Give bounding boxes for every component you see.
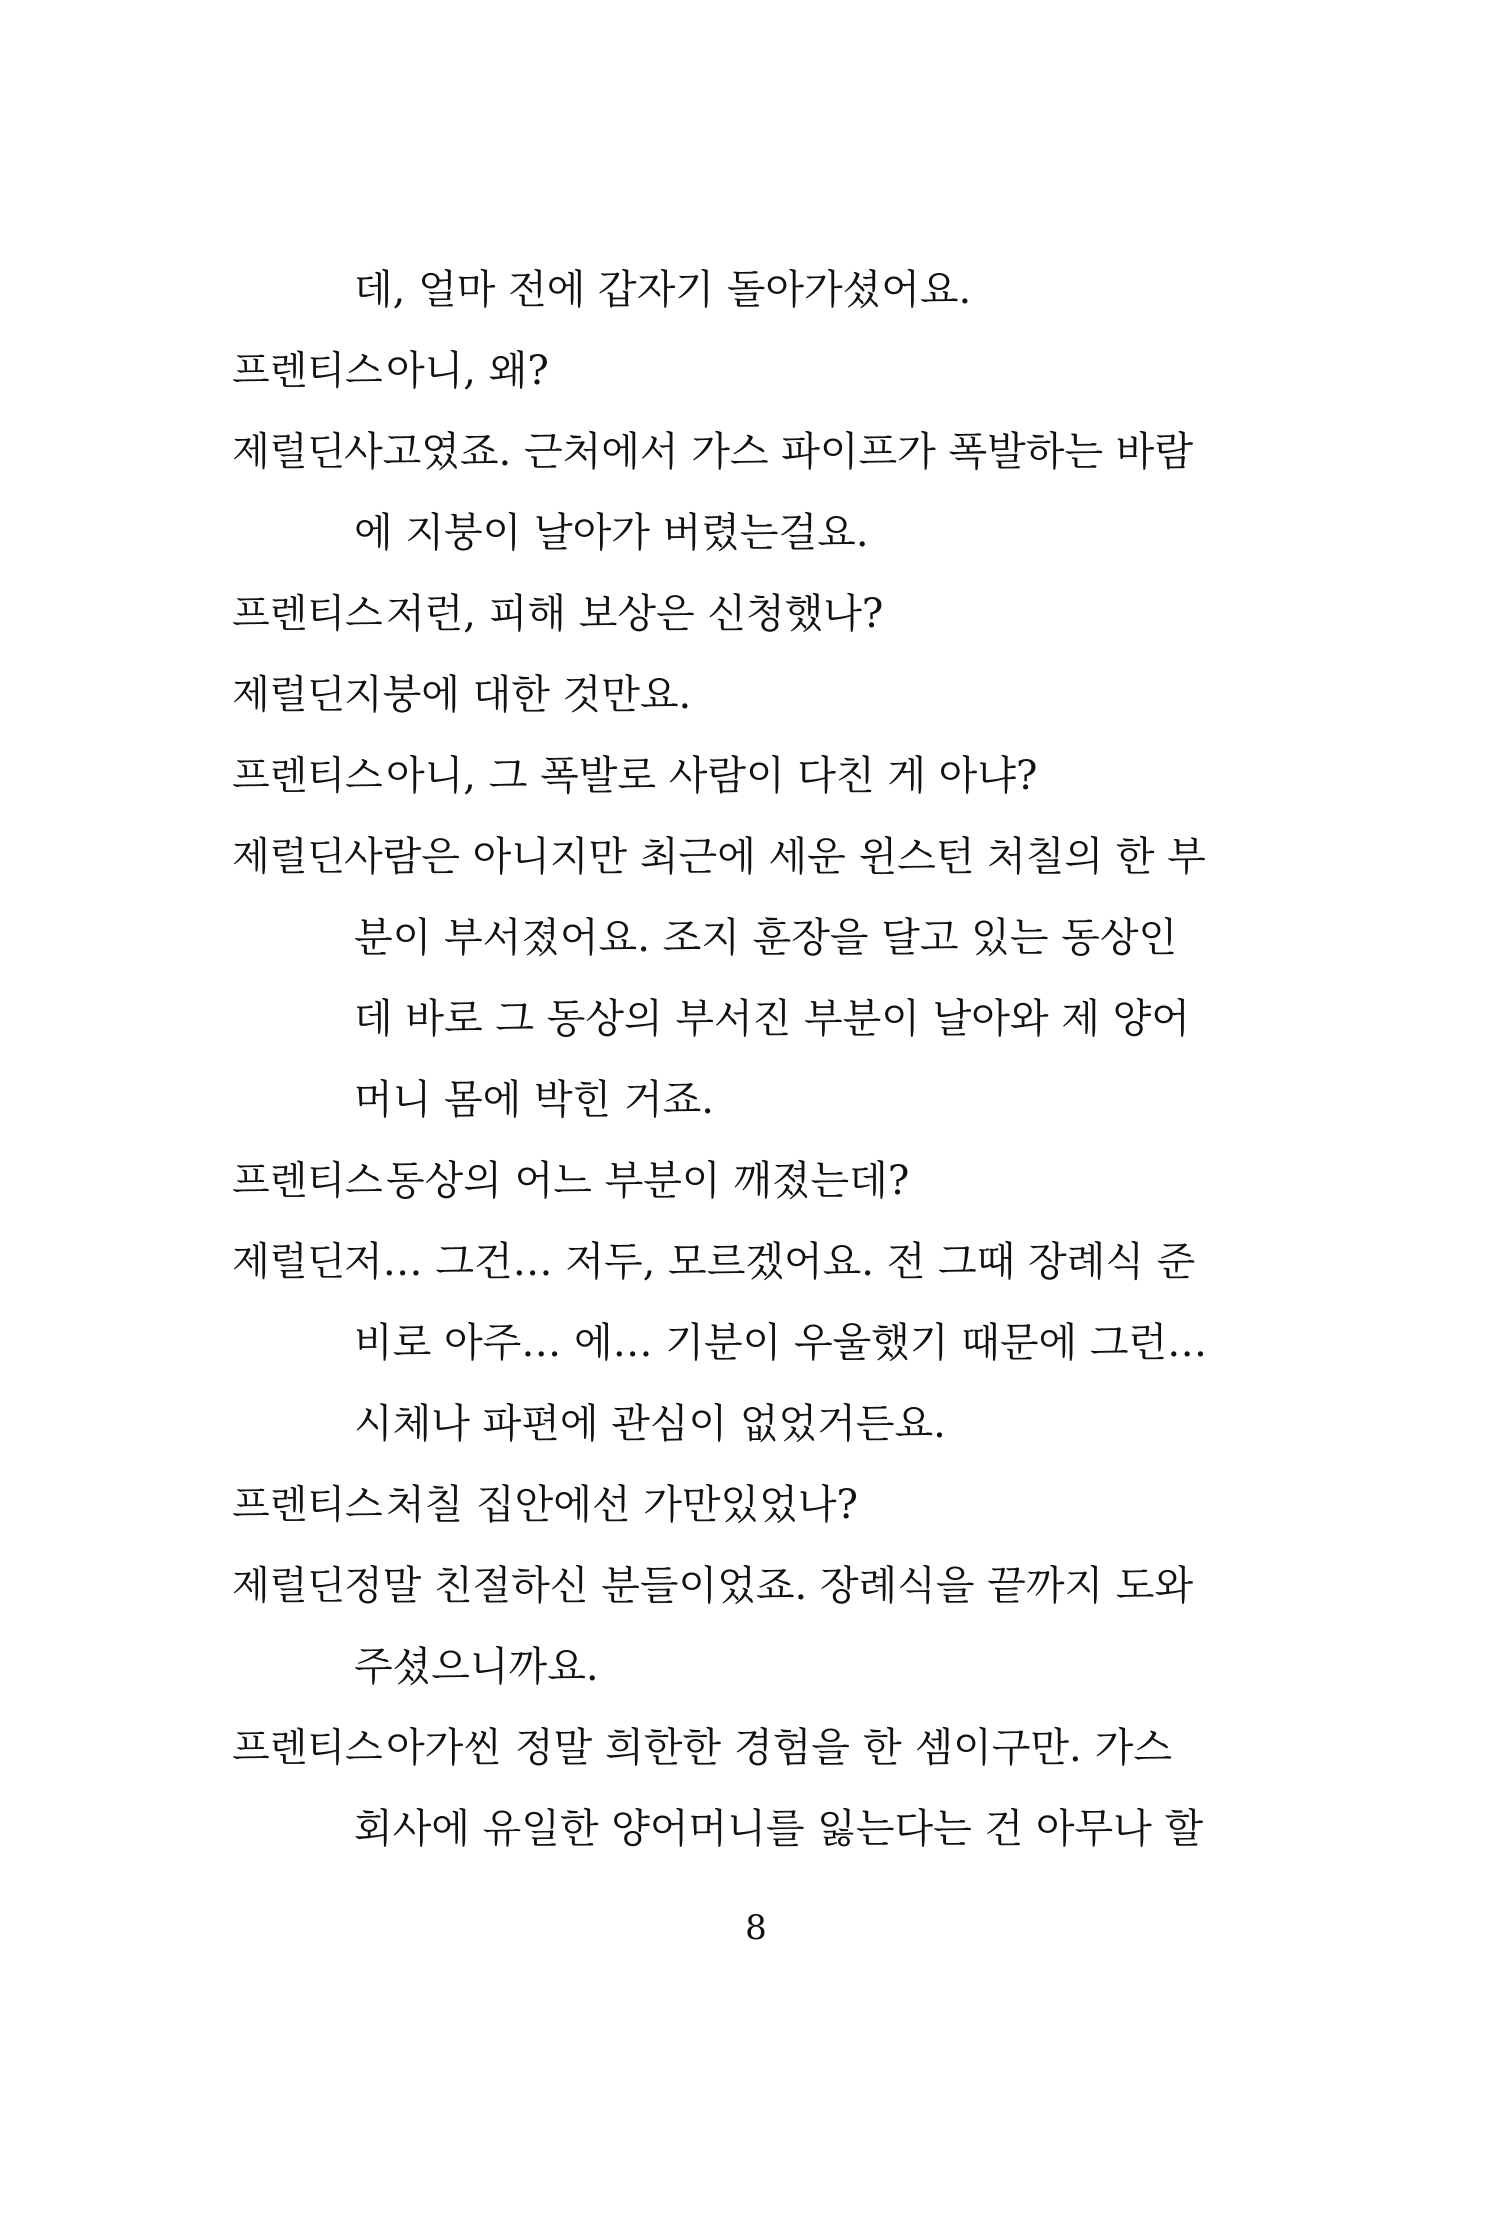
dialogue-text: 정말 친절하신 분들이었죠. 장례식을 끝까지 도와 [344, 1563, 1194, 1609]
script-line [232, 655, 1172, 736]
dialogue-text: 데, 얼마 전에 갑자기 돌아가셨어요. [354, 267, 972, 313]
script-line [232, 1222, 1196, 1303]
speaker-name: 제럴딘 [232, 835, 346, 880]
script-line [232, 1465, 1172, 1546]
speaker-name: 프렌티스 [232, 592, 383, 637]
script-body [232, 250, 1208, 1870]
dialogue-text: 저… 그건… 저두, 모르겠어요. 전 그때 장례식 준 [344, 1239, 1196, 1285]
script-line [232, 1060, 1172, 1141]
script-line [232, 1141, 1172, 1222]
dialogue-text: 저런, 피해 보상은 신청했나? [386, 591, 884, 637]
dialogue-text: 지붕에 대한 것만요. [344, 672, 692, 718]
script-line [232, 1627, 1172, 1708]
script-line [232, 736, 1172, 817]
speaker-name: 프렌티스 [232, 1159, 383, 1204]
script-line [232, 331, 1172, 412]
dialogue-text: 사람은 아니지만 최근에 세운 윈스턴 처칠의 한 부 [344, 834, 1206, 880]
speaker-name: 제럴딘 [232, 1240, 346, 1285]
speaker-name: 프렌티스 [232, 1726, 383, 1771]
script-line [232, 1303, 1208, 1384]
dialogue-text: 머니 몸에 박힌 거죠. [354, 1077, 714, 1123]
script-line [232, 412, 1194, 493]
speaker-name: 프렌티스 [232, 349, 383, 394]
speaker-name: 프렌티스 [232, 1483, 383, 1528]
page-number: 8 [745, 1908, 767, 1948]
dialogue-text: 시체나 파편에 관심이 없었거든요. [354, 1401, 946, 1447]
speaker-name: 제럴딘 [232, 1564, 346, 1609]
speaker-name: 제럴딘 [232, 430, 346, 475]
script-line [232, 979, 1190, 1060]
dialogue-text: 아가씬 정말 희한한 경험을 한 셈이구만. 가스 [386, 1725, 1172, 1771]
speaker-name: 프렌티스 [232, 754, 383, 799]
script-line [232, 250, 1172, 331]
dialogue-text: 아니, 그 폭발로 사람이 다친 게 아냐? [386, 753, 1038, 799]
dialogue-text: 아니, 왜? [386, 348, 549, 394]
script-line [232, 1789, 1204, 1870]
script-line [232, 1708, 1172, 1789]
script-line [232, 1384, 1172, 1465]
dialogue-text: 회사에 유일한 양어머니를 잃는다는 건 아무나 할 [354, 1806, 1204, 1852]
dialogue-text: 동상의 어느 부분이 깨졌는데? [386, 1158, 910, 1204]
dialogue-text: 데 바로 그 동상의 부서진 부분이 날아와 제 양어 [354, 996, 1190, 1042]
dialogue-text: 에 지붕이 날아가 버렸는걸요. [354, 510, 869, 556]
script-line [232, 898, 1178, 979]
script-line [232, 817, 1206, 898]
script-line [232, 493, 1172, 574]
dialogue-text: 주셨으니까요. [354, 1644, 599, 1690]
speaker-name: 제럴딘 [232, 673, 346, 718]
script-line [232, 1546, 1194, 1627]
script-line [232, 574, 1172, 655]
dialogue-text: 비로 아주… 에… 기분이 우울했기 때문에 그런… [354, 1320, 1208, 1366]
dialogue-text: 분이 부서졌어요. 조지 훈장을 달고 있는 동상인 [354, 915, 1178, 961]
dialogue-text: 처칠 집안에선 가만있었나? [386, 1482, 858, 1528]
dialogue-text: 사고였죠. 근처에서 가스 파이프가 폭발하는 바람 [344, 429, 1194, 475]
